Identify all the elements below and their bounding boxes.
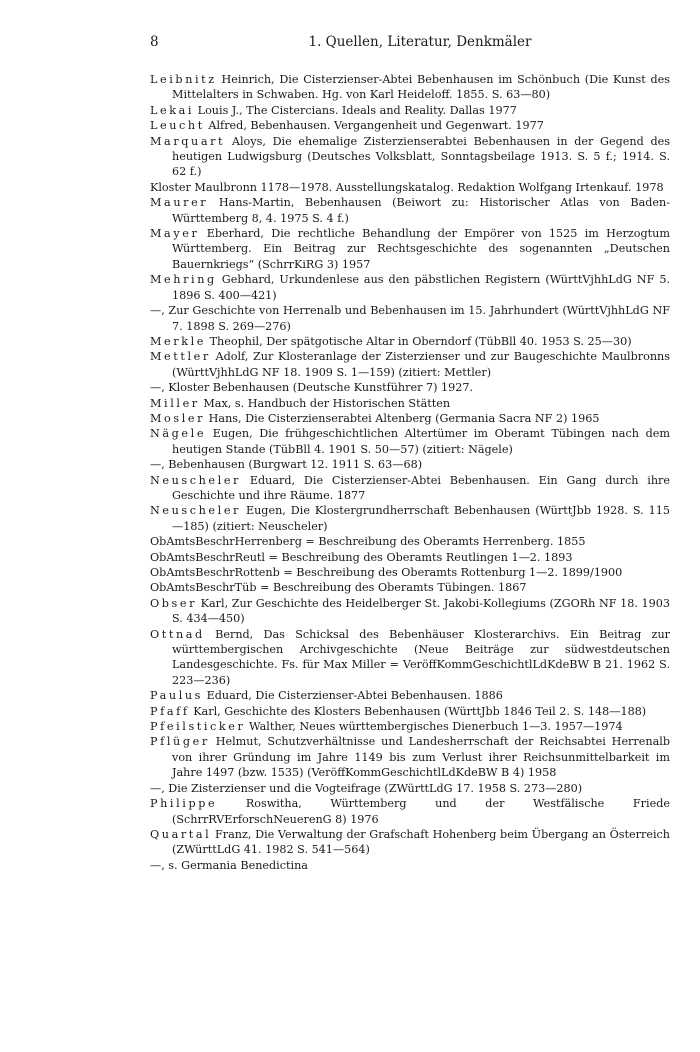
- bibliography-entry: [150, 596, 670, 627]
- bibliography-entry: [150, 534, 670, 549]
- entry-author: Mehring: [150, 273, 217, 287]
- entry-text: Roswitha, Württemberg und der Westfälische Friede (SchrrRVErforschNeuerenG 8) 1976: [172, 797, 670, 826]
- entry-author: Paulus: [150, 689, 204, 703]
- entry-text: —, Zur Geschichte von Herrenalb und Bebenhausen im 15. Jahrhundert (WürttVjhhLdG NF 7. 1898 S. 269—276): [150, 304, 670, 333]
- entry-text: Louis J., The Cistercians. Ideals and Reality. Dallas 1977: [197, 103, 517, 117]
- entry-text: ObAmtsBeschrHerrenberg = Beschreibung des Oberamts Herrenberg. 1855: [150, 535, 586, 549]
- entry-author: Maurer: [150, 196, 209, 210]
- page-number: 8: [150, 34, 159, 50]
- entry-text: Max, s. Handbuch der Historischen Stätten: [203, 396, 451, 410]
- entry-author: Leucht: [150, 119, 205, 133]
- entry-text: Karl, Geschichte des Klosters Bebenhausen (WürttJbb 1846 Teil 2. S. 148—188): [193, 704, 647, 718]
- bibliography-entry: [150, 334, 670, 349]
- entry-text: Eberhard, Die rechtliche Behandlung der Empörer von 1525 im Herzogtum Württemberg. Ein Beitrag zur Rechtsgeschichte des sogenannten „Deutschen Bauernkriegs“ (SchrrKiRG 3) 1957: [172, 227, 670, 271]
- bibliography-entry: [150, 349, 670, 380]
- page-header: [150, 34, 670, 54]
- bibliography-entry: [150, 411, 670, 426]
- entry-author: Quartal: [150, 827, 212, 841]
- bibliography-entry: [150, 550, 670, 565]
- entry-text: —, Kloster Bebenhausen (Deutsche Kunstführer 7) 1927.: [150, 381, 474, 395]
- entry-text: Heinrich, Die Cisterzienser-Abtei Bebenhausen im Schönbuch (Die Kunst des Mittelalters in Schwaben. Hg. von Karl Heideloff. 1855. S. 63—80): [172, 73, 670, 102]
- entry-text: Adolf, Zur Klosteranlage der Zisterzienser und zur Baugeschichte Maulbronns (WürttVjhhLdG NF 18. 1909 S. 1—159) (zitiert: Mettler): [172, 350, 671, 379]
- entry-text: ObAmtsBeschrRottenb = Beschreibung des Oberamts Rottenburg 1—2. 1899/1900: [150, 566, 623, 579]
- bibliography-entry: [150, 72, 670, 103]
- entry-author: Neuscheler: [150, 504, 241, 518]
- bibliography-entry: [150, 272, 670, 303]
- bibliography-entry: [150, 858, 670, 873]
- entry-text: Alfred, Bebenhausen. Vergangenheit und Gegenwart. 1977: [208, 119, 544, 133]
- bibliography-entry: [150, 195, 670, 226]
- entry-text: Walther, Neues württembergisches Dienerbuch 1—3. 1957—1974: [249, 720, 623, 734]
- bibliography-entry: [150, 781, 670, 796]
- bibliography-entry: [150, 503, 670, 534]
- bibliography-entry: [150, 134, 670, 180]
- bibliography-entry: [150, 688, 670, 703]
- entry-text: Hans-Martin, Bebenhausen (Beiwort zu: Historischer Atlas von Baden-Württemberg 8, 4. 1975 S. 4 f.): [172, 196, 671, 225]
- bibliography-entry: [150, 580, 670, 595]
- entry-author: Pfeilsticker: [150, 720, 246, 734]
- entry-text: —, s. Germania Benedictina: [150, 858, 308, 872]
- running-title: 1. Quellen, Literatur, Denkmäler: [308, 34, 532, 50]
- bibliography-entry: [150, 380, 670, 395]
- bibliography-entry: [150, 180, 670, 195]
- entry-text: Helmut, Schutzverhältnisse und Landesherrschaft der Reichsabtei Herrenalb von ihrer Gründung im Jahre 1149 bis zum Verlust ihrer Reichsunmittelbarkeit im Jahre 1497 (bzw. 1535) (VeröffKommGeschichtlLdKdeBW B 4) 1958: [172, 735, 670, 780]
- entry-author: Philippe: [150, 797, 218, 811]
- bibliography-entry: [150, 565, 670, 580]
- entry-text: Aloys, Die ehemalige Zisterzienserabtei Bebenhausen in der Gegend des heutigen Ludwigsburg (Deutsches Volksblatt, Sonntagsbeilage 1913. S. 5 f.; 1914. S. 62 f.): [172, 134, 670, 179]
- entry-author: Pfaff: [150, 704, 190, 718]
- bibliography-entry: [150, 426, 670, 457]
- entry-text: Karl, Zur Geschichte des Heidelberger St. Jakobi-Kollegiums (ZGORh NF 18. 1903 S. 434—450): [172, 596, 670, 626]
- bibliography-entry: [150, 796, 670, 827]
- entry-author: Neuscheler: [150, 473, 241, 487]
- bibliography-entry: [150, 734, 670, 780]
- entry-text: Eduard, Die Cisterzienser-Abtei Bebenhausen. Ein Gang durch ihre Geschichte und ihre Räume. 1877: [172, 473, 670, 502]
- entry-author: Ottnad: [150, 627, 205, 641]
- entry-text: Gebhard, Urkundenlese aus den päbstlichen Registern (WürttVjhhLdG NF 5. 1896 S. 400—421): [172, 273, 670, 302]
- entry-author: Lekai: [150, 103, 195, 117]
- bibliography-entry: [150, 103, 670, 118]
- entry-author: Marquart: [150, 134, 226, 148]
- entry-text: Theophil, Der spätgotische Altar in Oberndorf (TübBll 40. 1953 S. 25—30): [209, 334, 632, 348]
- entry-author: Nägele: [150, 427, 207, 441]
- entry-author: Leibnitz: [150, 73, 217, 86]
- bibliography-entry: [150, 627, 670, 689]
- entry-text: —, Die Zisterzienser und die Vogteifrage (ZWürttLdG 17. 1958 S. 273—280): [150, 781, 583, 795]
- entry-text: Eduard, Die Cisterzienser-Abtei Bebenhausen. 1886: [206, 689, 503, 703]
- bibliography-entry: [150, 118, 670, 133]
- entry-author: Obser: [150, 596, 198, 610]
- entry-author: Merkle: [150, 334, 207, 348]
- bibliography-list: [150, 72, 670, 873]
- entry-author: Mosler: [150, 411, 206, 425]
- entry-text: Bernd, Das Schicksal des Bebenhäuser Klosterarchivs. Ein Beitrag zur württembergischen Archivgeschichte (Neue Beiträge zur südwestdeutschen Landesgeschichte. Fs. für Max Miller = VeröffKommGeschichtlLdKdeBW B 21. 1962 S. 223—236): [172, 627, 670, 687]
- entry-text: —, Bebenhausen (Burgwart 12. 1911 S. 63—68): [150, 458, 423, 472]
- entry-text: Kloster Maulbronn 1178—1978. Ausstellungskatalog. Redaktion Wolfgang Irtenkauf. 1978: [150, 180, 664, 194]
- bibliography-entry: [150, 226, 670, 272]
- entry-author: Pflüger: [150, 735, 210, 749]
- entry-text: ObAmtsBeschrReutl = Beschreibung des Oberamts Reutlingen 1—2. 1893: [150, 550, 573, 564]
- bibliography-entry: [150, 303, 670, 334]
- entry-text: Hans, Die Cisterzienserabtei Altenberg (Germania Sacra NF 2) 1965: [208, 411, 600, 425]
- entry-text: Eugen, Die Klostergrundherrschaft Bebenhausen (WürttJbb 1928. S. 115—185) (zitiert: Neuscheler): [172, 504, 670, 533]
- bibliography-entry: [150, 457, 670, 472]
- bibliography-entry: [150, 704, 670, 719]
- bibliography-entry: [150, 827, 670, 858]
- bibliography-entry: [150, 473, 670, 504]
- bibliography-entry: [150, 719, 670, 734]
- entry-text: ObAmtsBeschrTüb = Beschreibung des Oberamts Tübingen. 1867: [150, 581, 527, 595]
- entry-text: Eugen, Die frühgeschichtlichen Altertümer im Oberamt Tübingen nach dem heutigen Stande (TübBll 4. 1901 S. 50—57) (zitiert: Nägele): [172, 427, 670, 456]
- bibliography-entry: [150, 396, 670, 411]
- entry-author: Mayer: [150, 227, 200, 241]
- entry-author: Mettler: [150, 350, 211, 364]
- entry-text: Franz, Die Verwaltung der Grafschaft Hohenberg beim Übergang an Österreich (ZWürttLdG 41. 1982 S. 541—564): [172, 827, 671, 857]
- entry-author: Miller: [150, 396, 200, 410]
